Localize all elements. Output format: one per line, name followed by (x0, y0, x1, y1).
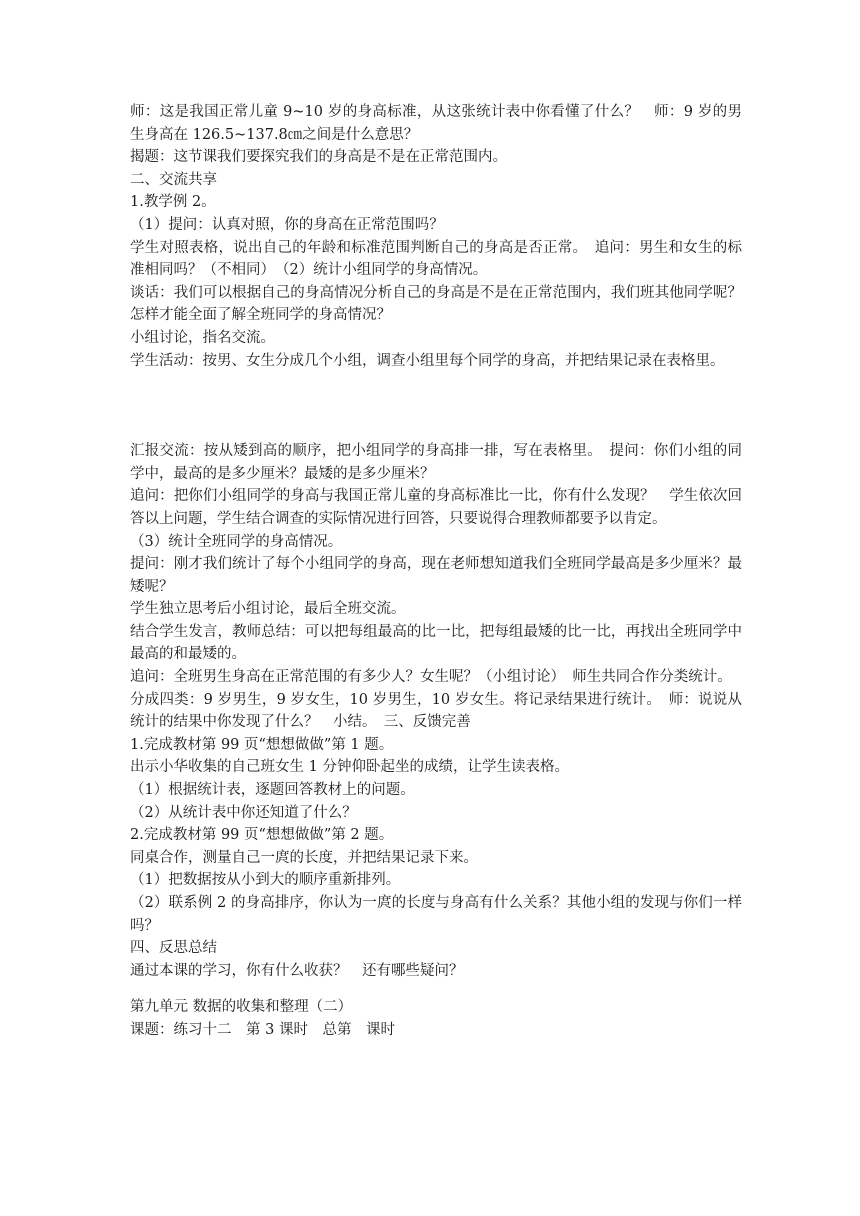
lesson-section-2 (130, 440, 742, 982)
paragraph: （1）提问：认真对照，你的身高在正常范围吗？ (130, 216, 444, 233)
paragraph: 汇报交流：按从矮到高的顺序，把小组同学的身高排一排，写在表格里。 提问：你们小组的同学中，最高的是多少厘米？最矮的是多少厘米？ (130, 443, 742, 482)
paragraph: 1.教学例 2。 (130, 194, 216, 211)
lesson-title: 课题：练习十二 第 3 课时 总第 课时 (130, 1021, 395, 1038)
paragraph: （1）把数据按从小到大的顺序重新排列。 (130, 872, 401, 889)
paragraph: 同桌合作，测量自己一庹的长度，并把结果记录下来。 (130, 849, 478, 866)
paragraph: 谈话：我们可以根据自己的身高情况分析自己的身高是不是在正常范围内，我们班其他同学呢？怎样才能全面了解全班同学的身高情况？ (130, 284, 742, 324)
paragraph: （3）统计全班同学的身高情况。 (130, 533, 343, 550)
paragraph: 提问：刚才我们统计了每个小组同学的身高，现在老师想知道我们全班同学最高是多少厘米？最矮呢？ (130, 556, 742, 595)
section-heading: 二、交流共享 (130, 171, 217, 188)
paragraph: 师：这是我国正常儿童 9~10 岁的身高标准，从这张统计表中你看懂了什么？ 师：9 岁的男生身高在 126.5~137.8㎝之间是什么意思？ (130, 104, 742, 143)
paragraph: （1）根据统计表，逐题回答教材上的问题。 (130, 782, 415, 799)
paragraph: 结合学生发言，教师总结：可以把每组最高的比一比，把每组最矮的比一比，再找出全班同学中最高的和最矮的。 (130, 623, 742, 663)
paragraph: 学生独立思考后小组讨论，最后全班交流。 (130, 601, 406, 618)
paragraph: 通过本课的学习，你有什么收获？ 还有哪些疑问？ (130, 962, 464, 979)
paragraph: （2）联系例 2 的身高排序，你认为一庹的长度与身高有什么关系？其他小组的发现与你们一样吗？ (130, 895, 742, 934)
paragraph: 学生活动：按男、女生分成几个小组，调查小组里每个同学的身高，并把结果记录在表格里。 (130, 352, 725, 369)
blank-space (130, 982, 742, 996)
paragraph: 追问：全班男生身高在正常范围的有多少人？女生呢？（小组讨论） 师生共同合作分类统计。 (130, 669, 732, 686)
paragraph: 追问：把你们小组同学的身高与我国正常儿童的身高标准比一比，你有什么发现？ 学生依次回答以上问题，学生结合调查的实际情况进行回答，只要说得合理教师都要予以肯定。 (130, 488, 742, 527)
unit-title: 第九单元 数据的收集和整理（二） (130, 999, 353, 1016)
document-page (130, 101, 742, 1042)
paragraph: 1.完成教材第 99 页“想想做做”第 1 题。 (130, 736, 394, 753)
lesson-section-1 (130, 101, 742, 372)
paragraph: 分成四类：9 岁男生，9 岁女生，10 岁男生，10 岁女生。将记录结果进行统计。 师：说说从统计的结果中你发现了什么？ 小结。 三、反馈完善 (130, 691, 742, 731)
blank-space (130, 372, 742, 440)
paragraph: 2.完成教材第 99 页“想想做做”第 2 题。 (130, 827, 394, 844)
paragraph: 学生对照表格，说出自己的年龄和标准范围判断自己的身高是否正常。 追问：男生和女生的标准相同吗？（不相同） （2）统计小组同学的身高情况。 (130, 239, 742, 279)
paragraph: 小组讨论，指名交流。 (130, 329, 275, 346)
paragraph: 出示小华收集的自己班女生 1 分钟仰卧起坐的成绩，让学生读表格。 (130, 759, 569, 776)
paragraph: 揭题：这节课我们要探究我们的身高是不是在正常范围内。 (130, 149, 507, 166)
paragraph: （2）从统计表中你还知道了什么？ (130, 804, 357, 821)
section-heading: 四、反思总结 (130, 940, 217, 957)
